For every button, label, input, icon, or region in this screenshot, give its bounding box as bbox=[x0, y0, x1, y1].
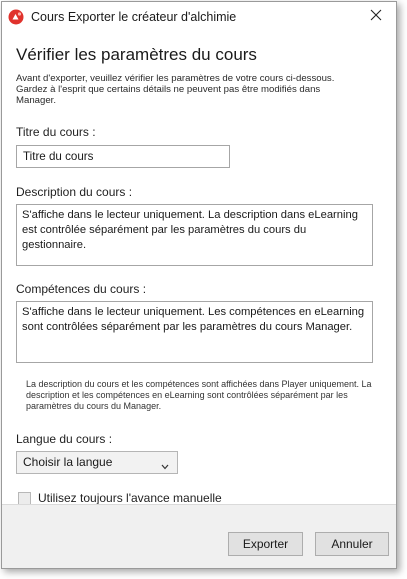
export-button[interactable]: Exporter bbox=[228, 532, 303, 556]
title-bar bbox=[2, 2, 396, 32]
window-title: Cours Exporter le créateur d'alchimie bbox=[31, 10, 237, 24]
close-button[interactable] bbox=[356, 2, 396, 32]
intro-text: Avant d'exporter, veuillez vérifier les paramètres de votre cours ci-dessous. Gardez à l'esprit que certains détails ne peuvent pas être modifiés dans Manager. bbox=[16, 73, 335, 106]
language-dropdown[interactable] bbox=[16, 451, 178, 474]
info-note: La description du cours et les compétences sont affichées dans Player uniquement. La description et les compétences en eLearning sont contrôlées séparément par les paramètres du cours du Manager. bbox=[26, 379, 372, 411]
course-skills-textarea[interactable]: S'affiche dans le lecteur uniquement. Les compétences en eLearning sont contrôlées séparément par les paramètres du cours Manager. bbox=[16, 301, 373, 363]
manual-advance-label: Utilisez toujours l'avance manuelle bbox=[38, 491, 222, 504]
app-logo-icon bbox=[8, 9, 24, 25]
course-title-input[interactable]: Titre du cours bbox=[16, 145, 230, 168]
cancel-button[interactable]: Annuler bbox=[315, 532, 389, 556]
export-dialog bbox=[1, 1, 397, 569]
dialog-footer bbox=[2, 504, 396, 569]
settings-scroll-area[interactable] bbox=[2, 32, 396, 504]
chevron-down-icon bbox=[161, 459, 169, 473]
course-title-label: Titre du cours : bbox=[16, 125, 96, 139]
course-description-textarea[interactable]: S'affiche dans le lecteur uniquement. La description dans eLearning est contrôlée séparément par les paramètres du cours du gestionnaire. bbox=[16, 204, 373, 266]
manual-advance-checkbox[interactable] bbox=[18, 492, 31, 504]
course-language-label: Langue du cours : bbox=[16, 432, 113, 446]
page-title: Vérifier les paramètres du cours bbox=[16, 45, 257, 64]
close-icon bbox=[370, 8, 382, 26]
language-selected-value: Choisir la langue bbox=[23, 455, 113, 469]
course-skills-label: Compétences du cours : bbox=[16, 282, 147, 296]
course-description-label: Description du cours : bbox=[16, 185, 133, 199]
